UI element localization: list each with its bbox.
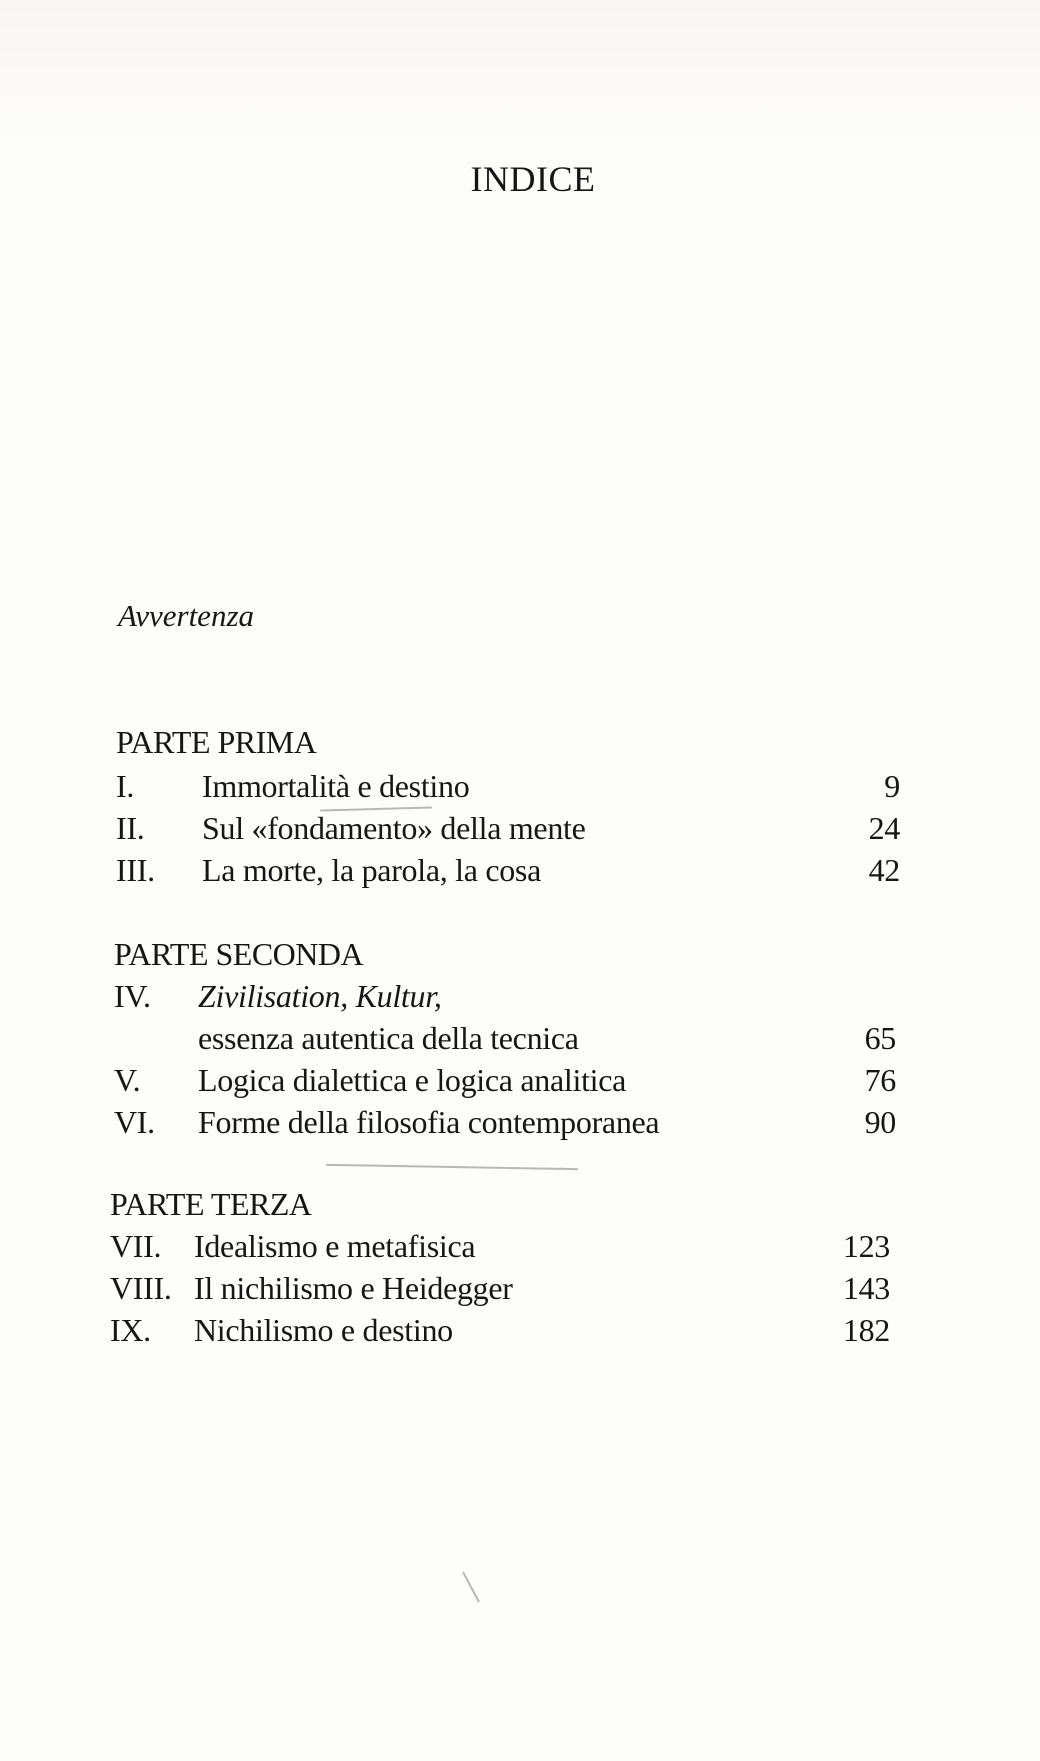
chapter-page: 65 [864,1020,896,1056]
chapter-numeral: III. [116,852,155,888]
toc-row [0,852,1040,894]
chapter-title-continuation: essenza autentica della tecnica [198,1020,579,1056]
part-heading-terza: PARTE TERZA [110,1186,312,1222]
toc-row [0,768,1040,810]
pencil-mark [326,1164,578,1170]
toc-row [0,810,1040,852]
chapter-numeral: II. [116,810,145,846]
chapter-page: 123 [842,1228,890,1264]
chapter-title: Idealismo e metafisica [194,1228,476,1264]
chapter-title: Nichilismo e destino [194,1312,453,1348]
toc-row [0,1104,1040,1146]
chapter-numeral: V. [114,1062,141,1098]
toc-row [0,1312,1040,1354]
paper-texture [0,0,1040,140]
chapter-numeral: VIII. [110,1270,172,1306]
toc-row [0,1228,1040,1270]
chapter-page: 42 [868,852,900,888]
chapter-title: Forme della filosofia contemporanea [198,1104,660,1140]
part-heading-prima: PARTE PRIMA [116,724,317,760]
chapter-numeral: I. [116,768,135,804]
toc-row [0,1062,1040,1104]
chapter-numeral: IX. [110,1312,151,1348]
part-heading-seconda: PARTE SECONDA [114,936,364,972]
chapter-title: Sul «fondamento» della mente [202,810,586,846]
chapter-page: 76 [864,1062,896,1098]
page-title: INDICE [470,159,596,199]
chapter-numeral: VI. [114,1104,155,1140]
pencil-stray-mark [462,1572,480,1603]
chapter-title: Immortalità e destino [202,768,470,804]
chapter-page: 90 [864,1104,896,1140]
chapter-title: Logica dialettica e logica analitica [198,1062,627,1098]
avvertenza-entry: Avvertenza [118,598,255,633]
chapter-title: La morte, la parola, la cosa [202,852,541,888]
chapter-page: 143 [842,1270,890,1306]
chapter-numeral: IV. [114,978,151,1014]
toc-row [0,1270,1040,1312]
toc-row [0,1020,1040,1062]
chapter-page: 9 [884,768,900,804]
toc-row [0,978,1040,1020]
chapter-numeral: VII. [110,1228,162,1264]
chapter-title-italic: Zivilisation, Kultur, [198,978,442,1014]
chapter-title: Il nichilismo e Heidegger [194,1270,513,1306]
chapter-page: 24 [868,810,900,846]
chapter-page: 182 [842,1312,890,1348]
